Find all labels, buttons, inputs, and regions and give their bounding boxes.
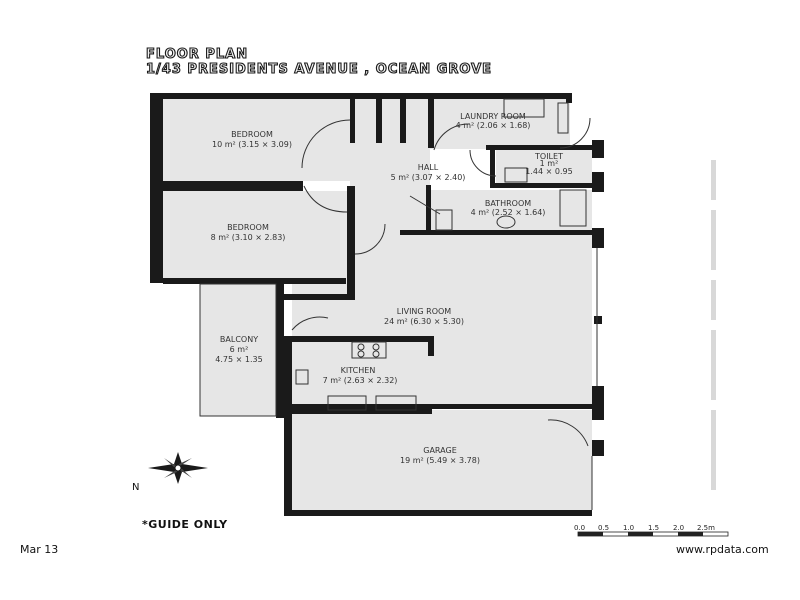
wall: [163, 181, 303, 186]
room-dims: 10 m² (3.15 × 3.09): [212, 140, 292, 149]
footer-date: Mar 13: [20, 543, 59, 556]
wall: [284, 294, 348, 300]
wall: [284, 510, 592, 516]
room-name: HALL: [417, 163, 439, 172]
scale-tick: 2.5m: [697, 524, 715, 532]
plan-title: FLOOR PLAN: [146, 47, 249, 62]
scale-bar: [578, 532, 728, 536]
room-name: LAUNDRY ROOM: [460, 112, 526, 121]
room-name: BALCONY: [219, 335, 259, 344]
room-dims: 4.75 × 1.35: [215, 355, 263, 364]
wall: [163, 278, 276, 284]
room-name: LIVING ROOM: [396, 307, 452, 316]
wall: [163, 186, 303, 191]
room-fills: [163, 99, 592, 510]
wall: [592, 440, 604, 456]
scale-tick: 0.5: [598, 524, 610, 532]
wall: [350, 93, 570, 99]
scale-tick: 1.5: [648, 524, 660, 532]
room-dims: 5 m² (3.07 × 2.40): [390, 173, 466, 182]
room-dims: 4 m² (2.52 × 1.64): [470, 208, 546, 217]
wall: [592, 172, 604, 192]
room-name: KITCHEN: [340, 366, 376, 375]
wall: [150, 93, 350, 99]
wall: [350, 93, 355, 143]
room-name: BATHROOM: [484, 199, 532, 208]
room-dims: 8 m² (3.10 × 2.83): [210, 233, 286, 242]
wall: [486, 145, 596, 150]
wall: [490, 183, 596, 188]
room-dims: 1 m²: [539, 159, 559, 168]
wall: [428, 93, 434, 148]
wall: [592, 140, 604, 158]
wall: [400, 93, 406, 143]
wall: [376, 93, 382, 143]
wall: [426, 404, 592, 409]
room-dims: 1.44 × 0.95: [525, 167, 573, 176]
room-dims: 19 m² (5.49 × 3.78): [400, 456, 480, 465]
wall: [284, 336, 434, 342]
guide-only-disclaimer: *GUIDE ONLY: [142, 518, 228, 531]
wall: [592, 386, 604, 420]
wall: [594, 316, 602, 324]
wall: [566, 93, 572, 103]
footer-source: www.rpdata.com: [676, 543, 769, 556]
compass-north-label: N: [132, 482, 140, 493]
scale-tick: 2.0: [673, 524, 685, 532]
wall: [592, 228, 604, 248]
wall: [276, 278, 346, 284]
plan-address: 1/43 PRESIDENTS AVENUE , OCEAN GROVE: [146, 62, 493, 77]
watermark: [704, 160, 724, 500]
compass-rose-icon: [132, 452, 208, 493]
wall: [426, 185, 431, 235]
wall: [284, 336, 292, 516]
wall: [284, 404, 432, 414]
wall: [276, 278, 284, 418]
room-name: BEDROOM: [227, 223, 269, 232]
wall: [428, 336, 434, 356]
wall: [150, 93, 163, 283]
room-name: BEDROOM: [231, 130, 273, 139]
wall: [347, 254, 355, 300]
room-dims: 24 m² (6.30 × 5.30): [384, 317, 464, 326]
scale-tick: 1.0: [623, 524, 635, 532]
room-dims: 4 m² (2.06 × 1.68): [455, 121, 531, 130]
room-name: GARAGE: [423, 446, 457, 455]
room-dims: 6 m²: [229, 345, 249, 354]
wall: [490, 150, 495, 186]
scale-tick: 0.0: [574, 524, 586, 532]
room-name: TOILET: [535, 152, 563, 161]
room-dims: 7 m² (2.63 × 2.32): [322, 376, 398, 385]
